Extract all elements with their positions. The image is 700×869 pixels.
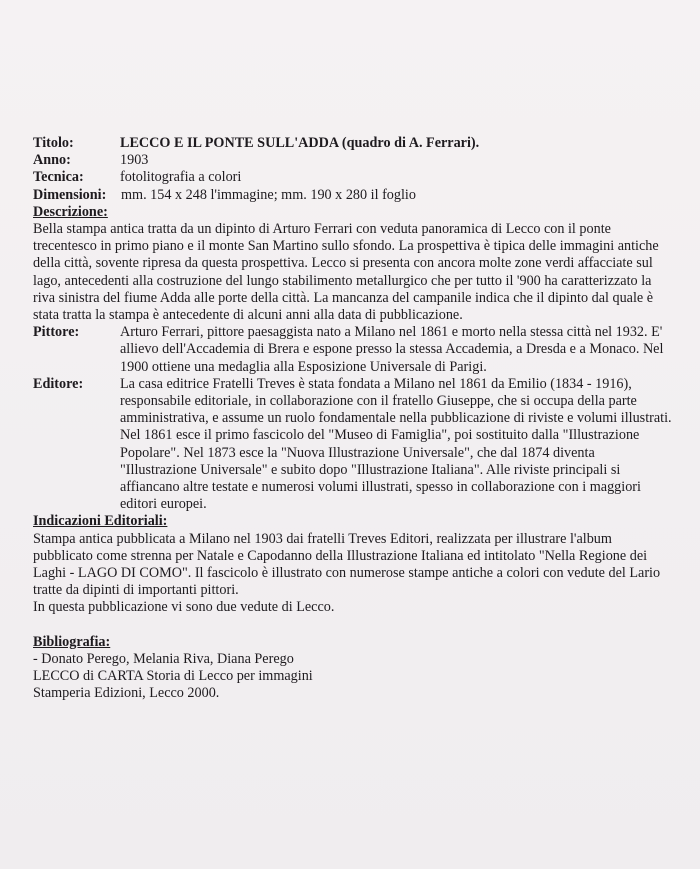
technique-row — [33, 169, 673, 186]
technique-value: fotolitografia a colori — [120, 169, 242, 186]
description-text: Bella stampa antica tratta da un dipinto di Arturo Ferrari con veduta panoramica di Lecco con il ponte trecentesco in primo piano e il monte San Martino sullo sfondo. La prospettiva è tipica delle immagini antiche della città, sovente ripresa da questa prospettiva. Lecco si presenta con ancora molte zone verdi affacciate sul lago, antecedenti alla costruzione del lungo stabilimento metallurgico che per tutto il '900 ha caratterizzato la riva sinistra del fiume Adda alle porte della città. La mancanza del campanile indica che il dipinto dal quale è stata tratta la stampa è antecedente di alcuni anni alla data di pubblicazione. — [33, 221, 659, 324]
editorial-text: Stampa antica pubblicata a Milano nel 1903 dai fratelli Treves Editori, realizzata per illustrare l'album pubblicato come strenna per Natale e Capodanno della Illustrazione Italiana ed intitolato "Nella Regione dei Laghi - LAGO DI COMO". Il fascicolo è illustrato con numerose stampe antiche a colori con vedute del Lario tratte da dipinti di importanti pittori. — [33, 530, 661, 599]
painter-text: Arturo Ferrari, pittore paesaggista nato a Milano nel 1861 e morto nella stessa città nel 1932. E' allievo dell'Accademia di Brera e espone presso la stessa Accademia, a Dresda e a Monaco. Nel 1900 ottiene una medaglia alla Esposizione Universale di Parigi. — [120, 324, 664, 375]
year-row — [33, 152, 673, 169]
year-value: 1903 — [120, 152, 149, 169]
publisher-row — [33, 376, 673, 514]
spacer — [33, 617, 673, 634]
dimensions-value: mm. 154 x 248 l'immagine; mm. 190 x 280 il foglio — [121, 186, 416, 203]
publisher-text: La casa editrice Fratelli Treves è stata fondata a Milano nel 1861 da Emilio (1834 - 1916), responsabile editoriale, in collaborazione con il fratello Giuseppe, che si occupa della parte amministrativa, e assume un ruolo fondamentale nella pubblicazione di riviste e volumi illustrati. Nel 1861 esce il primo fascicolo del "Museo di Famiglia", poi sostituito dalla "Illustrazione Popolare". Nel 1873 esce la "Nuova Illustrazione Universale", che dal 1874 diventa "Illustrazione Universale" e subito dopo "Illustrazione Italiana". Alle riviste principali si affiancano altre testate e numerosi volumi illustrati, spesso in collaborazione con i maggiori editori europei. — [120, 375, 672, 513]
publisher-label: Editore: — [33, 375, 84, 392]
year-label: Anno: — [33, 152, 71, 169]
bibliography-heading: Bibliografia: — [33, 633, 111, 650]
painter-label: Pittore: — [33, 324, 80, 341]
editorial-heading: Indicazioni Editoriali: — [33, 513, 168, 530]
title-label: Titolo: — [33, 135, 74, 151]
dimensions-row — [33, 187, 673, 204]
description-heading: Descrizione: — [33, 203, 108, 220]
technique-label: Tecnica: — [33, 169, 84, 186]
dimensions-label: Dimensioni: — [33, 186, 107, 203]
bibliography-line-2: LECCO di CARTA Storia di Lecco per immagini — [33, 668, 313, 685]
bibliography-line-1: - Donato Perego, Melania Riva, Diana Perego — [33, 650, 294, 667]
painter-row — [33, 324, 673, 376]
title-row — [33, 135, 673, 152]
bibliography-line-3: Stamperia Edizioni, Lecco 2000. — [33, 685, 220, 702]
catalog-record — [33, 135, 673, 703]
editorial-note: In questa pubblicazione vi sono due vedute di Lecco. — [33, 599, 335, 616]
title-value: LECCO E IL PONTE SULL'ADDA (quadro di A. Ferrari). — [120, 135, 480, 151]
